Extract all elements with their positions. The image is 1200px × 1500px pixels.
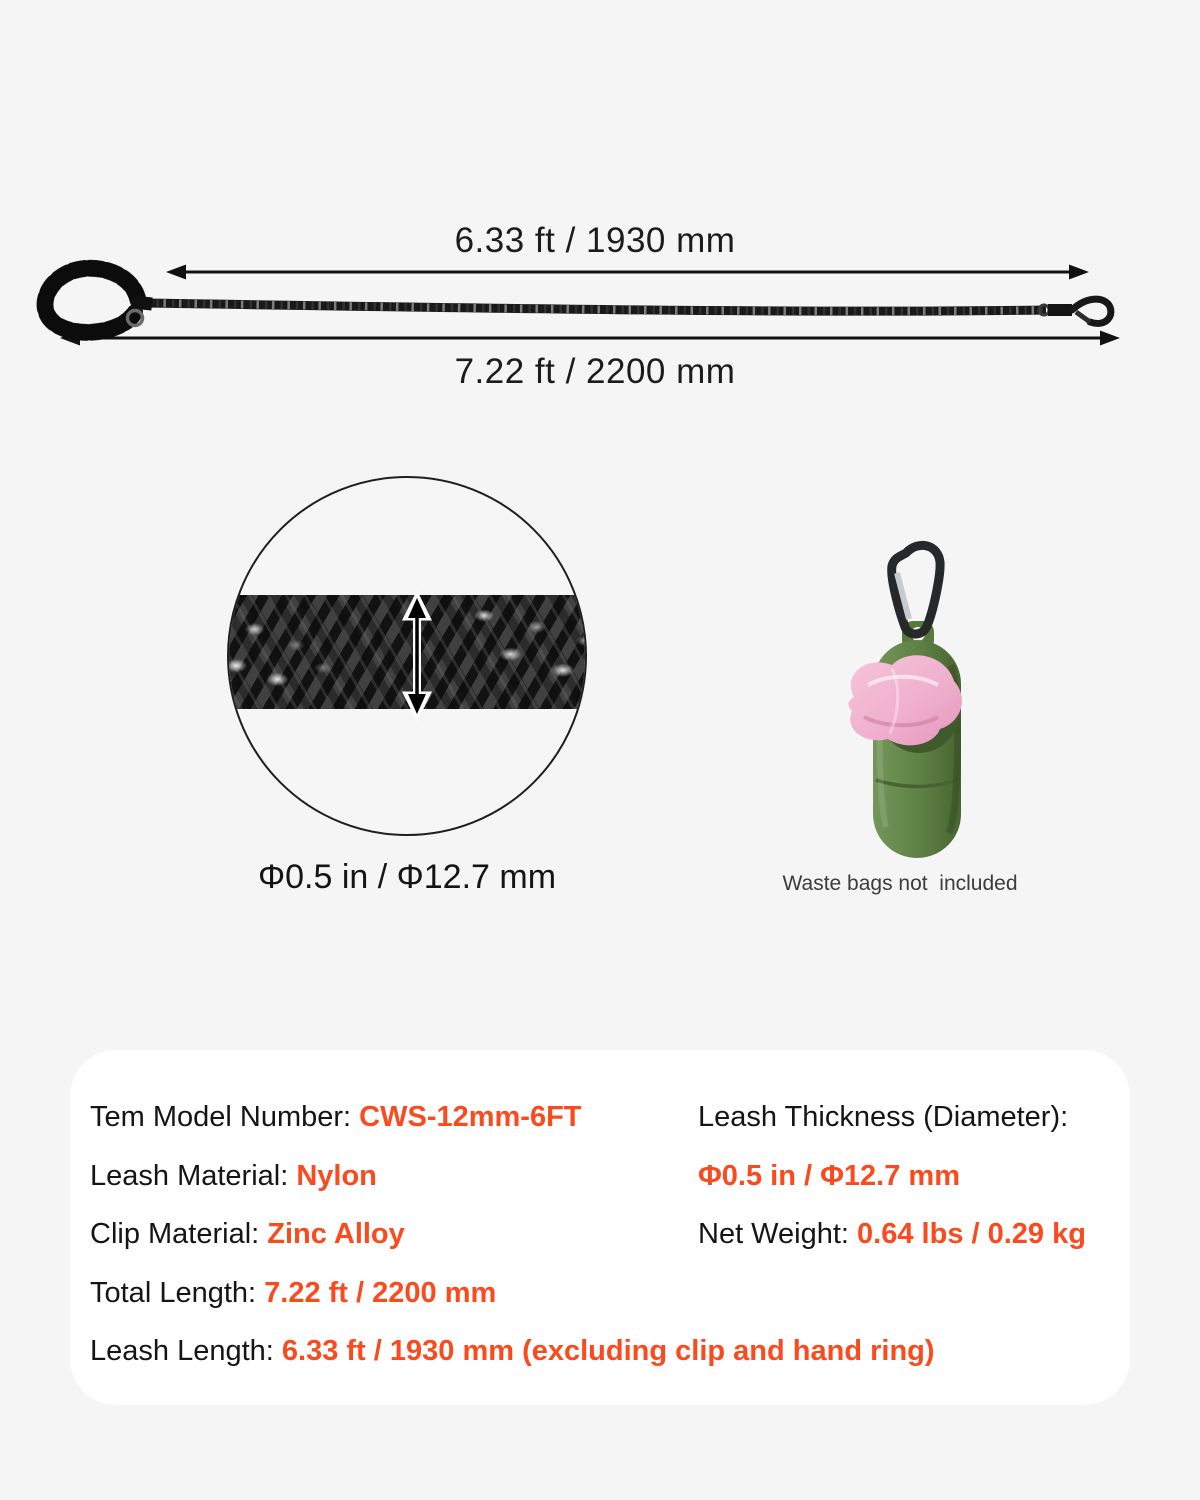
waste-bag	[848, 655, 962, 753]
spec-value: Φ0.5 in / Φ12.7 mm	[698, 1160, 960, 1192]
spec-total-length	[90, 1276, 496, 1310]
leash-handle	[45, 268, 152, 332]
spec-clip-material	[90, 1217, 405, 1251]
spec-label: Tem Model Number:	[90, 1101, 360, 1133]
carabiner-icon	[892, 545, 940, 634]
spec-label: Clip Material:	[90, 1218, 268, 1250]
dimension-arrow-top	[166, 265, 1089, 280]
spec-panel	[70, 1050, 1130, 1405]
spec-label: Leash Length:	[90, 1335, 282, 1367]
diameter-label: Φ0.5 in / Φ12.7 mm	[257, 858, 557, 896]
spec-model-number	[90, 1100, 582, 1134]
spec-value: Zinc Alloy	[267, 1218, 405, 1250]
spec-value: 0.64 lbs / 0.29 kg	[857, 1218, 1086, 1250]
dispenser-caption: Waste bags not included	[782, 872, 1018, 895]
leash-clip	[1039, 299, 1111, 323]
total-length-dimension-label: 7.22 ft / 2200 mm	[454, 352, 736, 391]
spec-value: CWS-12mm-6FT	[359, 1101, 582, 1133]
spec-value: 7.22 ft / 2200 mm	[264, 1277, 497, 1309]
spec-leash-length	[90, 1334, 935, 1368]
rope-detail-circle	[227, 476, 587, 836]
spec-thickness-heading	[698, 1100, 1068, 1134]
spec-label: Net Weight:	[698, 1218, 858, 1250]
dimension-arrow-bottom	[60, 331, 1120, 346]
spec-label: Total Length:	[90, 1277, 265, 1309]
leash-rope	[148, 303, 1046, 311]
spec-thickness-value	[698, 1159, 960, 1193]
spec-label: Leash Material:	[90, 1160, 297, 1192]
spec-leash-material	[90, 1159, 377, 1193]
diameter-arrow	[229, 478, 587, 836]
spec-net-weight	[698, 1217, 1086, 1251]
spec-value: 6.33 ft / 1930 mm (excluding clip and hand ring)	[281, 1335, 935, 1367]
leash-length-dimension-label: 6.33 ft / 1930 mm	[454, 221, 736, 260]
spec-value: Nylon	[296, 1160, 377, 1192]
spec-label: Leash Thickness (Diameter):	[698, 1101, 1069, 1133]
waste-bag-dispenser	[820, 535, 1020, 875]
